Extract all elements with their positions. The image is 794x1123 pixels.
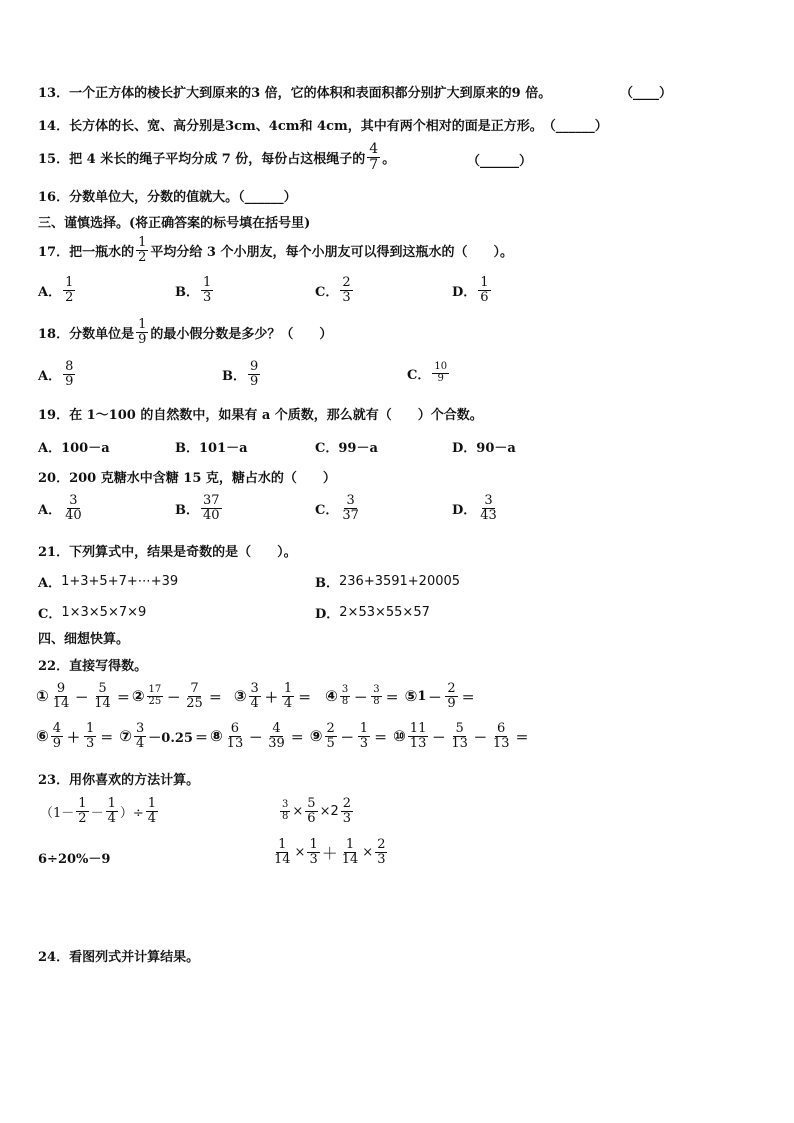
option-a[interactable]: A． 1+3+5+7+⋯+39 — [38, 574, 179, 591]
fraction: $\frac{1}{6}$ — [480, 275, 489, 305]
question-number: 22． — [38, 659, 70, 674]
question-number: 14． — [38, 119, 70, 134]
question-number: 17． — [38, 244, 70, 260]
fraction: $\frac{3}{43}$ — [480, 493, 497, 523]
question-23 — [38, 769, 199, 788]
fraction: $\frac{8}{9}$ — [65, 359, 74, 389]
option-b[interactable]: B． $\frac{37}{40}$ — [175, 493, 220, 523]
question-16 — [38, 186, 297, 205]
calc-row-1: ① $\frac{9}{14}$ － $\frac{5}{14}$ ＝ ② $\frac{17}{25}$ － $\frac{7}{25}$ ＝ ③ $\frac{3}{4}$ ＋ $\frac{1}{4}$ ＝ ④ $\frac{3}{8}$ － $\frac{3}{8}$ ＝ ⑤ 1 － $\frac{2}{9}$ ＝ — [36, 681, 475, 711]
option-c[interactable]: C． 1×3×5×7×9 — [38, 605, 147, 622]
option-c[interactable]: C． $\frac{3}{37}$ — [315, 493, 359, 523]
question-14 — [38, 115, 608, 134]
question-21 — [38, 541, 297, 560]
calc-row-2: ⑥ $\frac{4}{9}$ ＋ $\frac{1}{3}$ ＝ ⑦ $\frac{3}{4}$ －0.25 ＝ ⑧ $\frac{6}{13}$ － $\frac{4}{39}$ ＝ ⑨ $\frac{2}{5}$ － $\frac{1}{3}$ ＝ ⑩ $\frac{11}{13}$ － $\frac{5}{13}$ － $\frac{6}{13}$ ＝ — [36, 721, 529, 751]
question-15: 15． 把 4 米长的绳子平均分成 7 份，每份占这根绳子的 $\frac{4}{7}$ 。 — [38, 141, 396, 173]
fraction: $\frac{3}{40}$ — [65, 493, 82, 523]
question-number: 18． — [38, 326, 70, 342]
fraction: $\frac{4}{7}$ — [369, 141, 379, 173]
question-22 — [38, 655, 147, 674]
question-number: 16． — [38, 190, 70, 205]
question-text: 在 1～100 的自然数中，如果有 a 个质数，那么就有（ ）个合数。 — [69, 408, 483, 423]
option-a[interactable]: A． $\frac{8}{9}$ — [38, 359, 74, 389]
option-c[interactable]: C．99－a — [315, 441, 378, 456]
option-c[interactable]: C． $\frac{10}{9}$ — [407, 361, 448, 384]
question-text: 分数单位大，分数的值就大。（______） — [69, 190, 297, 205]
fraction: $\frac{10}{9}$ — [434, 361, 448, 384]
fraction: $\frac{1}{9}$ — [138, 317, 147, 347]
fraction: $\frac{9}{9}$ — [250, 359, 259, 389]
option-a[interactable]: A． $\frac{1}{2}$ — [38, 275, 74, 305]
calc-expression-4: $\frac{1}{14}$ × $\frac{1}{3}$ ＋ $\frac{1}{14}$ × $\frac{2}{3}$ — [274, 837, 386, 867]
fraction: $\frac{2}{3}$ — [342, 275, 351, 305]
question-text: 用你喜欢的方法计算。 — [69, 773, 200, 788]
question-number: 24． — [38, 950, 70, 965]
calc-expression-2: $\frac{3}{8}$ × $\frac{5}{6}$ × 2 $\frac{2}{3}$ — [282, 796, 352, 826]
question-number: 20． — [38, 471, 70, 486]
option-c[interactable]: C． $\frac{2}{3}$ — [315, 275, 351, 305]
question-number: 21． — [38, 545, 70, 560]
option-a[interactable]: A．100－a — [38, 441, 110, 456]
answer-paren[interactable]: （______） — [542, 119, 608, 134]
question-20 — [38, 467, 336, 486]
section-heading-4: 四、细想快算。 — [38, 632, 130, 647]
option-d[interactable]: D． $\frac{1}{6}$ — [452, 275, 489, 305]
option-d[interactable]: D． 2×53×55×57 — [315, 605, 430, 622]
question-text: 直接写得数。 — [69, 659, 148, 674]
fraction: $\frac{1}{2}$ — [65, 275, 74, 305]
fraction: $\frac{3}{37}$ — [342, 493, 359, 523]
answer-paren[interactable]: （____） — [620, 86, 673, 101]
question-number: 19． — [38, 408, 70, 423]
option-b[interactable]: B． $\frac{9}{9}$ — [222, 359, 259, 389]
question-number: 15． — [38, 151, 70, 167]
question-24 — [38, 946, 199, 965]
fraction: $\frac{1}{2}$ — [138, 235, 147, 265]
calc-expression-1: （1－ $\frac{1}{2}$ － $\frac{1}{4}$ ）÷ $\frac{1}{4}$ — [40, 796, 157, 826]
question-text: 看图列式并计算结果。 — [69, 950, 200, 965]
option-a[interactable]: A． $\frac{3}{40}$ — [38, 493, 82, 523]
question-text: 一个正方体的棱长扩大到原来的3 倍，它的体积和表面积都分别扩大到原来的9 倍。 — [69, 86, 552, 101]
question-text: 把 4 米长的绳子平均分成 7 份，每份占这根绳子的 — [69, 151, 366, 167]
fraction: $\frac{37}{40}$ — [203, 493, 220, 523]
answer-paren[interactable]: （______） — [467, 154, 533, 169]
question-text: 200 克糖水中含糖 15 克，糖占水的（ ） — [69, 471, 336, 486]
question-number: 13． — [38, 86, 70, 101]
question-19 — [38, 404, 483, 423]
question-text: 下列算式中，结果是奇数的是（ ）。 — [69, 545, 297, 560]
question-13 — [38, 82, 551, 101]
option-b[interactable]: B．101－a — [175, 441, 248, 456]
calc-expression-3: 6÷20%－9 — [38, 852, 111, 867]
option-b[interactable]: B． $\frac{1}{3}$ — [175, 275, 212, 305]
option-d[interactable]: D． $\frac{3}{43}$ — [452, 493, 497, 523]
fraction: $\frac{1}{3}$ — [203, 275, 212, 305]
question-text: 长方体的长、宽、高分别是3cm、4cm和 4cm，其中有两个相对的面是正方形。 — [69, 119, 543, 134]
option-b[interactable]: B． 236+3591+20005 — [315, 574, 461, 591]
question-17: 17． 把一瓶水的 $\frac{1}{2}$ 平均分给 3 个小朋友，每个小朋友可以得到这瓶水的（ ）。 — [38, 235, 513, 265]
question-18: 18． 分数单位是 $\frac{1}{9}$ 的最小假分数是多少？（ ） — [38, 317, 333, 347]
section-heading-3: 三、谨慎选择。(将正确答案的标号填在括号里) — [38, 216, 311, 231]
question-number: 23． — [38, 773, 70, 788]
option-d[interactable]: D．90－a — [452, 441, 516, 456]
